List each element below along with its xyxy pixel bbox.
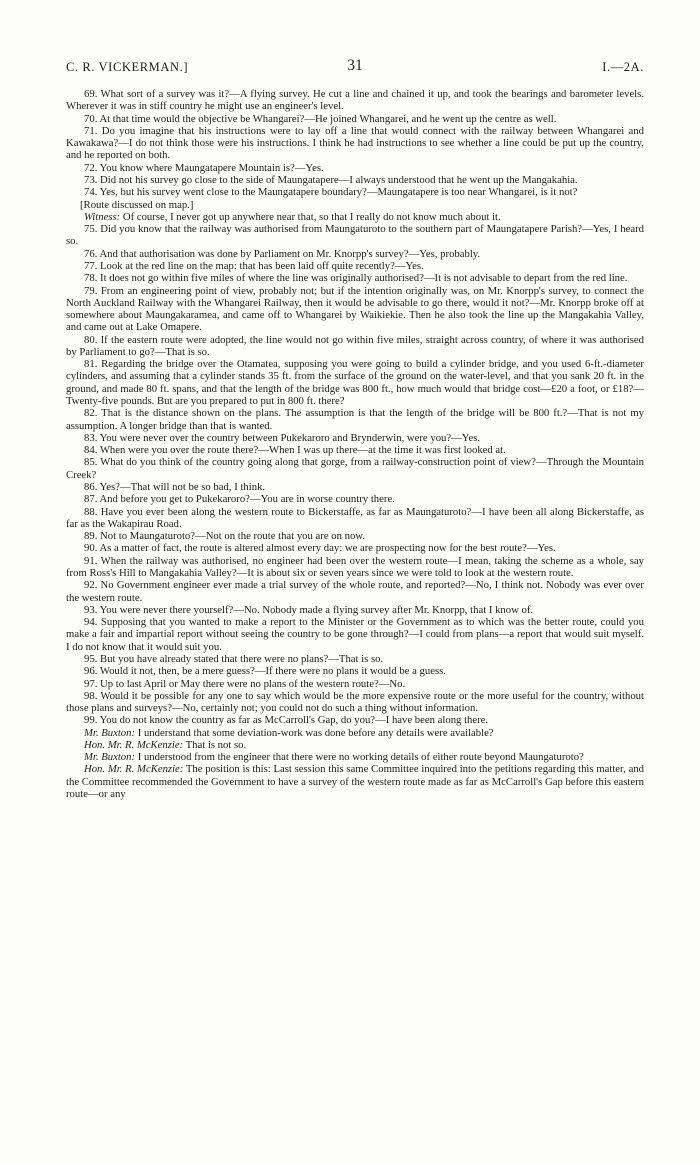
qa-paragraph [66,481,644,493]
paragraph-text: 72. You know where Maungatapere Mountain is?—Yes. [84,161,324,174]
paragraph-text: 73. Did not his survey go close to the side of Maungatapere—I always understood that he went up the Mangakahia. [84,173,578,186]
speaker-name: Witness: [84,210,121,223]
paragraph-text: 70. At that time would the objective be Whangarei?—He joined Whangarei, and he went up the centre as well. [84,112,557,125]
paragraph-text: 92. No Government engineer ever made a trial survey of the whole route, and reported?—No, I think not. Nobody was ever over the western route. [66,579,644,604]
speaker-paragraph [66,727,644,739]
speaker-name: Mr. Buxton: [84,751,136,764]
qa-paragraph [66,88,644,113]
qa-paragraph [66,432,644,444]
paragraph-text: 83. You were never over the country between Pukekaroro and Brynderwin, were you?—Yes. [84,431,481,444]
speaker-paragraph [66,751,644,763]
qa-paragraph [66,162,644,174]
paragraph-text: 75. Did you know that the railway was authorised from Maungaturoto to the southern part of Maungatapere Parish?—Yes, I heard so. [66,223,644,248]
witness-name-header: C. R. VICKERMAN.] [66,60,189,74]
document-body [66,88,644,800]
paragraph-text: 98. Would it be possible for any one to say which would be the more expensive route or the more useful for the country, without those plans and surveys?—No, certainly not; you could not do such a thing without information. [66,689,644,715]
speaker-paragraph [66,763,644,800]
qa-paragraph [66,665,644,677]
paragraph-text: 82. That is the distance shown on the plans. The assumption is that the length of the bridge will be 800 ft.?—That is not my assumption. A longer bridge than that is wanted. [66,407,644,432]
paragraph-text: 89. Not to Maungaturoto?—Not on the route that you are on now. [84,530,365,543]
paragraph-text: 76. And that authorisation was done by Parliament on Mr. Knorpp's survey?—Yes, probably. [84,247,481,260]
qa-paragraph [66,456,644,481]
paragraph-text: 88. Have you ever been along the western route to Bickerstaffe, as far as Maungaturoto?—I have been all along Bickerstaffe, as far as the Wakapirau Road. [66,505,644,530]
speaker-paragraph [66,739,644,751]
paragraph-text: 87. And before you get to Pukekaroro?—You are in worse country there. [84,493,395,506]
paragraph-text: I understood from the engineer that there were no working details of either route beyond Maungaturoto? [137,751,584,764]
qa-paragraph [66,248,644,260]
paragraph-text: The position is this: Last session this same Committee inquired into the petitions regarding this matter, and the Committee recommended the Government to have a survey of the western route made as far as McCarroll's Gap before this eastern route—or any [66,763,645,801]
speaker-name: Hon. Mr. R. McKenzie: [84,763,184,776]
qa-paragraph [66,186,644,198]
qa-paragraph [66,358,644,407]
qa-paragraph [66,616,644,653]
paragraph-text: I understand that some deviation-work was done before any details were available? [137,726,494,739]
paragraph-text: 91. When the railway was authorised, no engineer had been over the western route—I mean, taking the scheme as a whole, say from Ross's Hill to Mangakahia Valley?—It is about six or seven years since we were told to look at the western route. [66,554,644,579]
paragraph-text: 69. What sort of a survey was it?—A flying survey. He cut a line and chained it up, and took the bearings and barometer levels. Wherever it was in stiff country he might use an engineer's level. [66,88,644,113]
paragraph-text: 95. But you have already stated that there were no plans?—That is so. [84,652,384,665]
paragraph-text: 96. Would it not, then, be a mere guess?—If there were no plans it would be a guess. [84,665,446,678]
paragraph-text: 86. Yes?—That will not be so bad, I think. [84,481,266,493]
paragraph-text: 85. What do you think of the country going along that gorge, from a railway-construction point of view?—Through the Mountain Creek? [66,456,644,481]
paragraph-text: 93. You were never there yourself?—No. Nobody made a flying survey after Mr. Knorpp, that I know of. [84,603,534,616]
qa-paragraph [66,285,644,334]
paragraph-text: 78. It does not go within five miles of where the line was originally authorised?—It is not advisable to depart from the red line. [84,272,628,285]
paragraph-text: 79. From an engineering point of view, probably not; but if the intention originally was, on Mr. Knorpp's survey, to connect the North Auckland Railway with the Whangarei Railway, then it would be advisable to go there, would it not?—Mr. Knorpp broke off at somewhere about Maungakaramea, and came off to Whangarei by Waikiekie. Then he also took the line up the Mangakahia Valley, and came out at Lake Omapere. [66,284,644,334]
qa-paragraph [66,199,644,211]
paragraph-text: 80. If the eastern route were adopted, the line would not go within five miles, straight across country, of where it was authorised by Parliament to go?—That is so. [66,333,644,358]
paragraph-text: 99. You do not know the country as far as McCarroll's Gap, do you?—I have been along there. [84,714,489,727]
paragraph-text: 97. Up to last April or May there were no plans of the western route?—No. [84,677,406,690]
qa-paragraph [66,678,644,690]
qa-paragraph [66,125,644,162]
qa-paragraph [66,260,644,272]
paragraph-text: [Route discussed on map.] [80,198,194,211]
qa-paragraph [66,604,644,616]
qa-paragraph [66,530,644,542]
qa-paragraph [66,653,644,665]
qa-paragraph [66,579,644,604]
qa-paragraph [66,506,644,531]
qa-paragraph [66,174,644,186]
paragraph-text: 81. Regarding the bridge over the Otamatea, supposing you were going to build a cylinder bridge, and you used 6-ft.-diameter cylinders, and assuming that a cylinder stands 35 ft. from the surface of the ground on the water-level, and that you sank 20 ft. in the ground, and made 80 ft. spans, and that the length of the bridge was 800 ft., how much would that bridge cost—£20 a foot, or £18?—Twenty-five pounds. But are you prepared to put in 800 ft. there? [66,358,644,408]
qa-paragraph [66,555,644,580]
speaker-name: Hon. Mr. R. McKenzie: [84,738,184,751]
paragraph-text: That is not so. [185,738,247,751]
paragraph-text: 77. Look at the red line on the map: that has been laid off quite recently?—Yes. [84,259,424,272]
paragraph-text: 84. When were you over the route there?—When I was up there—at the time it was first looked at. [84,444,506,457]
paragraph-text: 94. Supposing that you wanted to make a report to the Minister or the Government as to which was the better route, could you make a fair and impartial report without seeing the country to be gone through?—I could from plans—a report that would suit myself. I do not know that it would suit you. [66,616,644,653]
page-number: 31 [347,57,363,74]
qa-paragraph [66,223,644,248]
paragraph-text: Of course, I never got up anywhere near that, so that I really do not know much about it. [122,210,501,223]
qa-paragraph [66,272,644,284]
paragraph-text: 90. As a matter of fact, the route is altered almost every day: we are prospecting now for the best route?—Yes. [84,542,556,555]
qa-paragraph [66,444,644,456]
qa-paragraph [66,113,644,125]
qa-paragraph [66,493,644,505]
paragraph-text: 74. Yes, but his survey went close to the Maungatapere boundary?—Maungatapere is too near Whangarei, is it not? [84,186,578,199]
qa-paragraph [66,714,644,726]
paragraph-text: 71. Do you imagine that his instructions were to lay off a line that would connect with the railway between Whangarei and Kawakawa?—I do not think those were his instructions. I think he had instructions to see whether a line could be put up the country, and he reported on both. [66,124,644,162]
qa-paragraph [66,542,644,554]
page-header [66,57,644,78]
speaker-name: Mr. Buxton: [84,726,136,739]
qa-paragraph [66,407,644,432]
qa-paragraph [66,690,644,715]
qa-paragraph [66,334,644,359]
document-reference: I.—2A. [602,60,644,74]
speaker-paragraph [66,211,644,223]
